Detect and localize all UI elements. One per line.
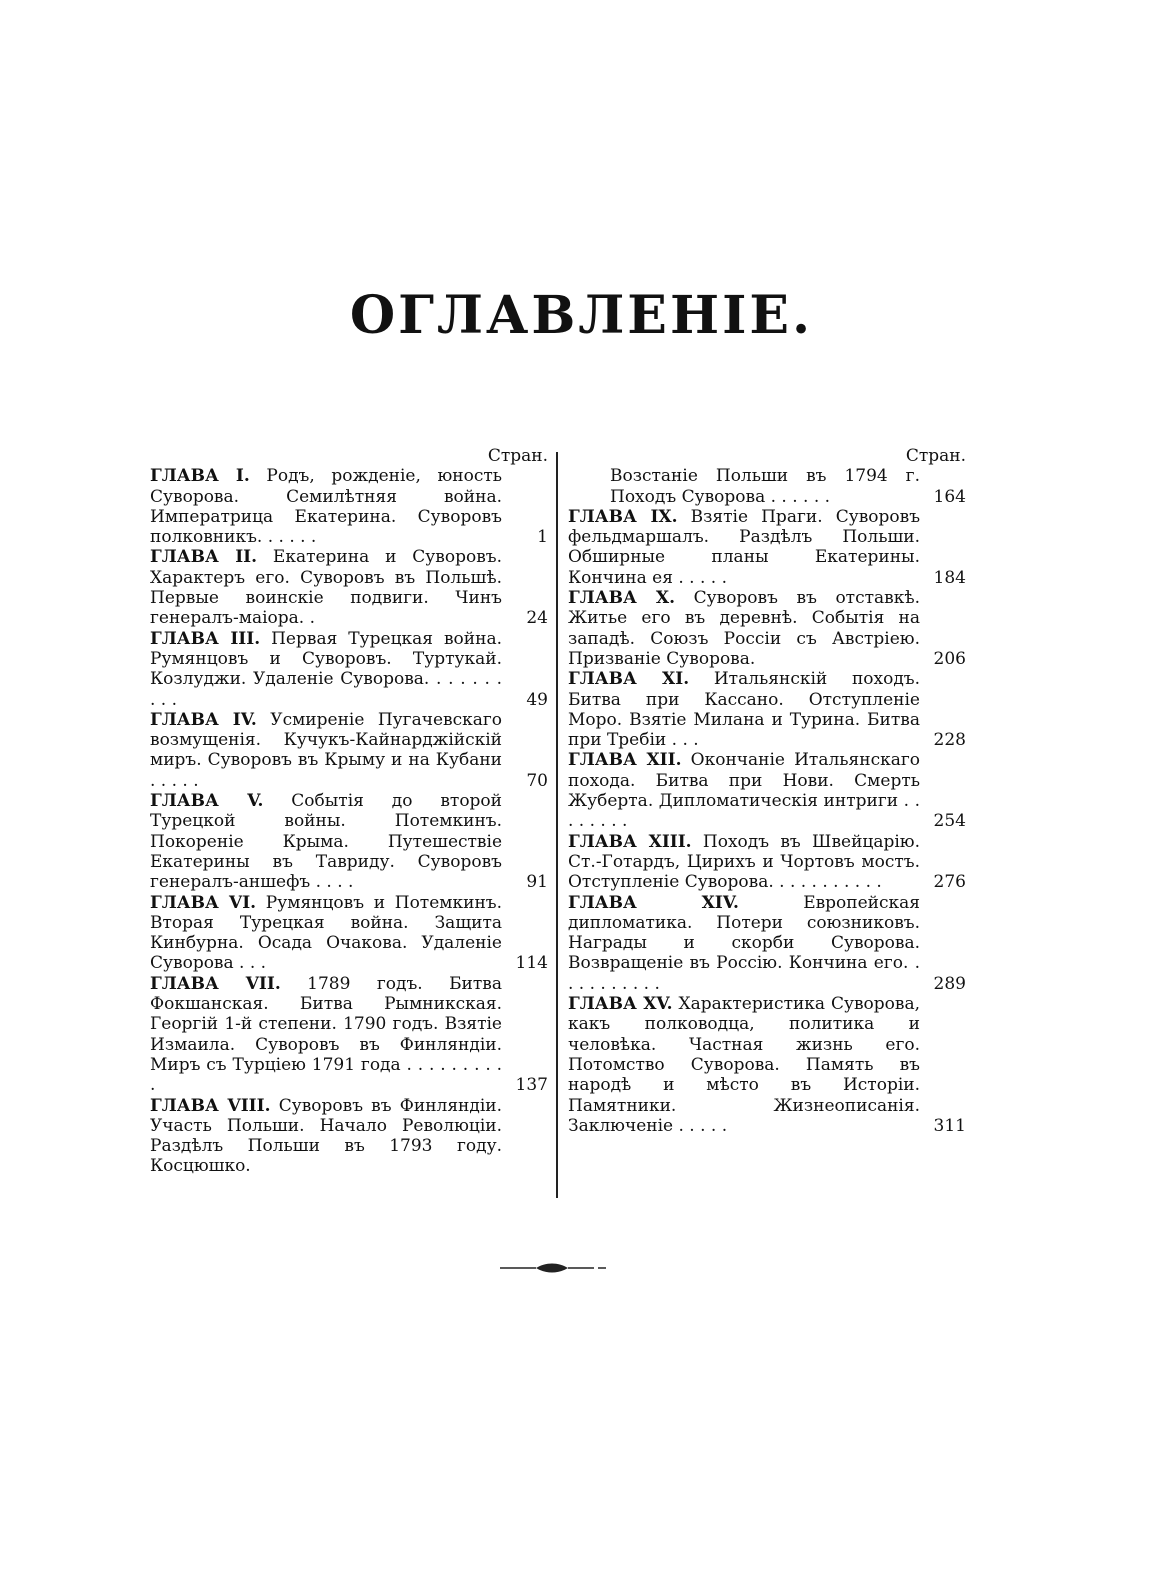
chapter-label: ГЛАВА IX.: [568, 506, 678, 527]
toc-entry: [568, 507, 968, 588]
chapter-description: 1789 годъ. Битва Фокшанская. Битва Рымникская. Георгій 1-й степени. 1790 годъ. Взятіе Измаила. Суворовъ въ Финляндіи. Миръ съ Турціею 1791 года . . . . . . . . . .: [150, 973, 502, 1096]
closing-ornament: [498, 1262, 608, 1274]
toc-column-right: [568, 446, 968, 1136]
chapter-label: ГЛАВА X.: [568, 588, 676, 609]
chapter-label: ГЛАВА XI.: [568, 669, 690, 690]
chapter-label: ГЛАВА VIII.: [150, 1095, 271, 1116]
chapter-description: Характеристика Суворова, какъ полководца, политика и человѣка. Частная жизнь его. Потомство Суворова. Память въ народѣ и мѣсто въ Исторіи. Памятники. Жизнеописанія. Заключеніе . . . . .: [568, 994, 921, 1136]
toc-entry: [568, 669, 968, 750]
toc-list-left: [150, 466, 550, 1176]
toc-entry: [150, 893, 550, 974]
page-column-header: Стран.: [905, 446, 966, 466]
chapter-description: Европейская дипломатика. Потери союзниковъ. Награды и скорби Суворова. Возвращеніе въ Россію. Кончина его. . . . . . . . . . .: [568, 892, 921, 994]
chapter-description: Окончаніе Итальянскаго похода. Битва при Нови. Смерть Жуберта. Дипломатическія интриги . . . . . . . .: [568, 750, 921, 832]
page-number: 24: [526, 608, 548, 629]
page-number: 1: [537, 527, 548, 548]
page-number: 91: [526, 872, 548, 893]
page-number: 311: [933, 1115, 966, 1136]
page-number: 206: [933, 648, 966, 669]
chapter-description: Суворовъ въ отставкѣ. Житье его въ деревнѣ. Событія на западѣ. Союзъ Россіи съ Австріею. Призваніе Суворова.: [568, 588, 921, 669]
chapter-label: ГЛАВА I.: [150, 466, 250, 487]
toc-column-left: [150, 446, 550, 1177]
toc-entry: [568, 832, 968, 893]
chapter-description: Суворовъ въ Финляндіи. Участь Польши. Начало Революціи. Раздѣлъ Польши въ 1793 году. Косцюшко.: [150, 1095, 503, 1177]
page-number: 289: [933, 973, 966, 994]
chapter-description: Событія до второй Турецкой войны. Потемкинъ. Покореніе Крыма. Путешествіе Екатерины въ Тавриду. Суворовъ генералъ-аншефъ . . . .: [150, 791, 502, 893]
toc-entry: [150, 791, 550, 892]
toc-list-right: [568, 466, 968, 1136]
page-column-header: Стран.: [487, 446, 548, 466]
chapter-label: ГЛАВА V.: [150, 791, 264, 812]
toc-entry: [150, 547, 550, 628]
chapter-label: ГЛАВА XII.: [568, 750, 682, 771]
chapter-label: ГЛАВА IV.: [150, 709, 257, 730]
chapter-label: ГЛАВА XIV.: [568, 892, 739, 913]
chapter-label: ГЛАВА III.: [150, 628, 261, 649]
chapter-description: Первая Турецкая война. Румянцовъ и Суворовъ. Туртукай. Козлуджи. Удаленіе Суворова. . . . . . . . . .: [150, 628, 502, 710]
chapter-label: ГЛАВА XIII.: [568, 831, 692, 852]
column-divider: [556, 452, 558, 1198]
page-number: 137: [515, 1075, 548, 1096]
page-number: 276: [933, 872, 966, 893]
chapter-label: ГЛАВА XV.: [568, 994, 673, 1015]
chapter-description: Румянцовъ и Потемкинъ. Вторая Турецкая война. Защита Кинбурна. Осада Очакова. Удаленіе Суворова . . .: [150, 892, 503, 974]
toc-entry: [568, 750, 968, 831]
toc-entry: [568, 994, 968, 1136]
page-number: 114: [515, 953, 548, 974]
chapter-description: Усмиреніе Пугачевскаго возмущенія. Кучукъ-Кайнарджійскій миръ. Суворовъ въ Крыму и на Кубани . . . . .: [150, 709, 502, 791]
toc-entry: [568, 893, 968, 994]
toc-entry: [568, 588, 968, 669]
chapter-description: Итальянскій походъ. Битва при Кассано. Отступленіе Моро. Взятіе Милана и Турина. Битва при Требіи . . .: [568, 669, 921, 751]
chapter-description: Взятіе Праги. Суворовъ фельдмаршалъ. Раздѣлъ Польши. Обширные планы Екатерины. Кончина ея . . . . .: [568, 506, 921, 588]
chapter-description: Походъ въ Швейцарію. Ст.-Готардъ, Цирихъ и Чортовъ мостъ. Отступленіе Суворова. . . . . . . . . . .: [568, 831, 920, 893]
chapter-description: Екатерина и Суворовъ. Характеръ его. Суворовъ въ Польшѣ. Первые воинскіе подвиги. Чинъ генералъ-маіора. .: [150, 547, 502, 629]
chapter-label: ГЛАВА II.: [150, 547, 258, 568]
page-number: 228: [933, 730, 966, 751]
chapter-description: Родъ, рожденіе, юность Суворова. Семилѣтняя война. Императрица Екатерина. Суворовъ полковникъ. . . . . .: [150, 466, 503, 548]
chapter-label: ГЛАВА VII.: [150, 973, 281, 994]
page-number: 70: [526, 770, 548, 791]
toc-entry: [568, 466, 968, 507]
page-title: ОГЛАВЛЕНІЕ.: [349, 285, 814, 346]
page-number: 164: [933, 486, 966, 507]
toc-entry: [150, 974, 550, 1096]
chapter-label: ГЛАВА VI.: [150, 892, 257, 913]
toc-entry: [150, 1096, 550, 1177]
chapter-description: Возстаніе Польши въ 1794 г. Походъ Суворова . . . . . .: [610, 466, 920, 507]
page-number: 254: [933, 811, 966, 832]
toc-entry: [150, 629, 550, 710]
toc-entry: [150, 710, 550, 791]
page-number: 184: [933, 567, 966, 588]
toc-entry: [150, 466, 550, 547]
page-number: 49: [526, 689, 548, 710]
